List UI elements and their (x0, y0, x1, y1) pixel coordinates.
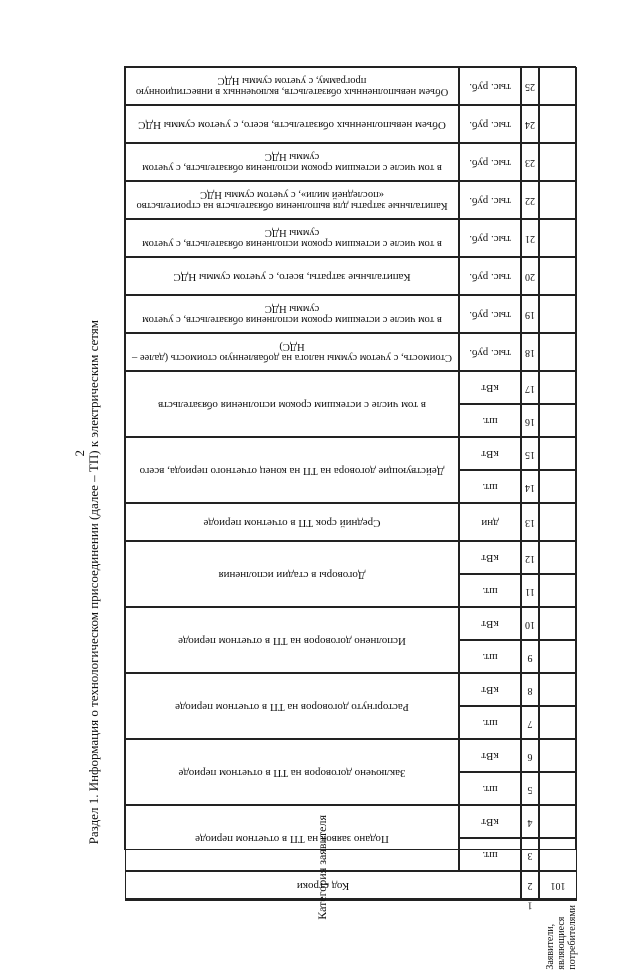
data-cell (539, 295, 577, 333)
data-cell (539, 640, 577, 673)
header-group-label: Средний срок ТП в отчетном периоде (203, 516, 381, 529)
data-cell (539, 541, 577, 574)
data-cell (539, 607, 577, 640)
unit-label: шт. (482, 481, 498, 494)
column-number: 11 (525, 585, 535, 597)
column-number: 14 (525, 481, 535, 493)
unit-label: тыс. руб. (469, 194, 511, 207)
data-cell (539, 67, 577, 105)
column-number: 4 (527, 816, 533, 828)
header-group-label: в том числе с истекшим сроком исполнения обязательств, с учетом суммы НДС (142, 151, 442, 174)
column-number: 22 (525, 195, 535, 207)
unit-label: тыс. руб. (469, 80, 511, 93)
header-group-label: Стоимость, с учетом суммы налога на добавленную стоимость (далее – НДС) (132, 341, 452, 364)
code-index: 2 (527, 880, 533, 892)
data-cell (539, 219, 577, 257)
data-cell (539, 257, 577, 295)
unit-label: шт. (482, 783, 498, 796)
header-group-label: Заключено договоров на ТП в отчетном периоде (178, 766, 406, 779)
data-cell (539, 333, 577, 371)
header-group-label: Капитальные затраты, всего, с учетом суммы НДС (173, 270, 411, 283)
unit-label: тыс. руб. (469, 232, 511, 245)
column-number: 3 (527, 849, 533, 861)
unit-label: шт. (482, 849, 498, 862)
header-group-label: Договоры в стадии исполнения (218, 568, 366, 581)
column-number: 8 (527, 684, 533, 696)
header-group-label: в том числе с истекшим сроком исполнения обязательств (158, 398, 426, 411)
data-cell (539, 470, 577, 503)
unit-label: тыс. руб. (469, 156, 511, 169)
data-cell (539, 673, 577, 706)
header-group-label: Расторгнуто договоров на ТП в отчетном периоде (175, 700, 409, 713)
category-value-cell (539, 899, 577, 901)
data-cell (539, 143, 577, 181)
data-cell (539, 838, 577, 871)
column-number: 5 (527, 783, 533, 795)
category-header-label: Категория заявителя (315, 815, 329, 920)
data-cell (539, 404, 577, 437)
unit-label: шт. (482, 415, 498, 428)
data-cell (539, 503, 577, 541)
data-cell (539, 181, 577, 219)
data-cell (539, 805, 577, 838)
data-cell (539, 437, 577, 470)
column-number: 17 (525, 382, 535, 394)
unit-label: кВт (481, 750, 499, 763)
column-number: 23 (525, 157, 535, 169)
header-group-label: в том числе с истекшим сроком исполнения обязательств, с учетом суммы НДС (142, 303, 442, 326)
column-number: 19 (525, 309, 535, 321)
column-number: 10 (525, 618, 535, 630)
column-number: 7 (527, 717, 533, 729)
unit-label: тыс. руб. (469, 308, 511, 321)
column-number: 15 (525, 448, 535, 460)
category-value: Заявители, являющиеся потребителями (545, 904, 578, 970)
unit-label: тыс. руб. (469, 118, 511, 131)
section-title: Раздел 1. Информация о технологическом присоединении (далее – ТП) к электрическим сетям (86, 320, 101, 845)
unit-label: тыс. руб. (469, 346, 511, 359)
unit-label: шт. (482, 717, 498, 730)
column-number: 20 (525, 271, 535, 283)
header-group-label: Капитальные затраты для выполнения обязательств на строительство «последней мили», с учетом суммы НДС (136, 189, 448, 212)
unit-label: шт. (482, 651, 498, 664)
column-number: 24 (525, 119, 535, 131)
column-number: 12 (525, 552, 535, 564)
data-cell (539, 105, 577, 143)
header-group-label: Действующие договора на ТП на конец отчетного периода, всего (139, 464, 445, 477)
unit-label: кВт (481, 448, 499, 461)
code-header-label: Код строки (296, 879, 350, 892)
header-group-label: Исполнено договоров на ТП в отчетном периоде (178, 634, 406, 647)
unit-label: тыс. руб. (469, 270, 511, 283)
column-number: 21 (525, 233, 535, 245)
column-number: 13 (525, 517, 535, 529)
data-cell (539, 772, 577, 805)
header-group-label: в том числе с истекшим сроком исполнения обязательств, с учетом суммы НДС (142, 227, 442, 250)
unit-label: кВт (481, 552, 499, 565)
unit-label: кВт (481, 618, 499, 631)
unit-label: шт. (482, 585, 498, 598)
column-number: 25 (525, 81, 535, 93)
header-group-label: Объем невыполненных обязательств, всего, с учетом суммы НДС (138, 118, 446, 131)
column-number: 9 (527, 651, 533, 663)
report-table (124, 66, 578, 970)
unit-label: кВт (481, 382, 499, 395)
data-cell (539, 574, 577, 607)
column-number: 6 (527, 750, 533, 762)
header-group-label: Подано заявок на ТП в отчетном периоде (195, 832, 389, 845)
data-cell (539, 706, 577, 739)
unit-label: кВт (481, 684, 499, 697)
data-cell (539, 739, 577, 772)
data-cell (539, 371, 577, 404)
page-number: 2 (72, 450, 87, 457)
header-group-label: Объем невыполненных обязательств, включенных в инвестиционную программу, с учетом суммы НДС (135, 75, 449, 98)
category-index: 1 (527, 899, 533, 911)
unit-label: дни (481, 516, 499, 529)
code-value: 101 (550, 880, 566, 892)
unit-label: кВт (481, 816, 499, 829)
column-number: 16 (525, 415, 535, 427)
column-number: 18 (525, 347, 535, 359)
